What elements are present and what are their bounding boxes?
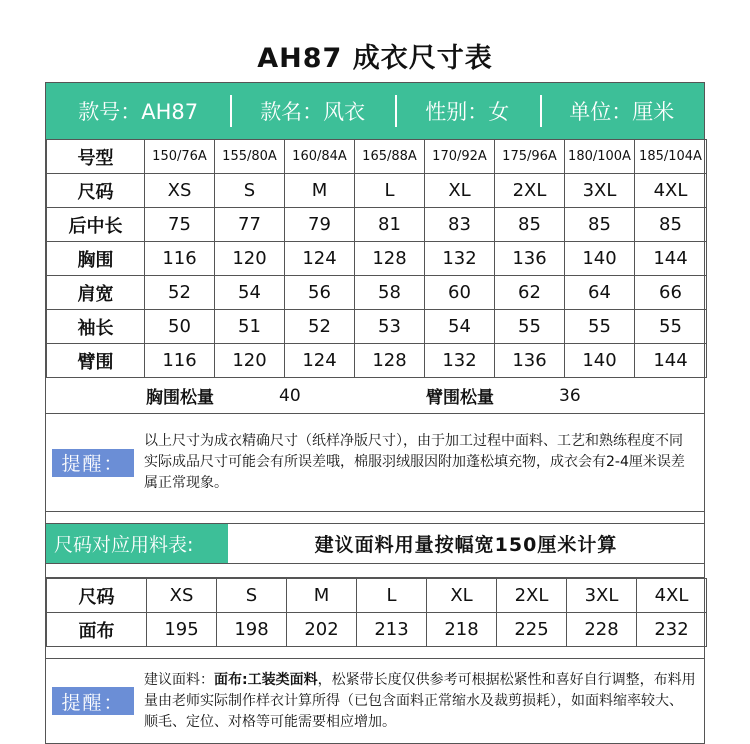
table-cell: 140	[565, 344, 635, 378]
tip-body: ，松紧带长度仅供参考可根据松紧性和喜好自行调整，布料用量由老师实际制作样衣计算所得（已包含面料正常缩水及裁剪损耗），如面料缩率较大、顺毛、定位、对格等可能需要相应增加。	[144, 671, 696, 730]
tip-text: 以上尺寸为成衣精确尺寸（纸样净版尺寸），由于加工过程中面料、工艺和熟练程度不同实际成品尺寸可能会有所误差哦，棉服羽绒服因附加蓬松填充物，成衣会有2-4厘米误差属正常现象。	[144, 433, 685, 491]
table-row	[47, 310, 707, 344]
model-cell: 160/84A	[285, 140, 355, 174]
table-cell: 124	[285, 344, 355, 378]
table-cell: 120	[215, 344, 285, 378]
tip-badge: 提醒：	[52, 449, 134, 477]
section-gap	[46, 564, 704, 578]
model-cell: 175/96A	[495, 140, 565, 174]
table-cell: 202	[287, 613, 357, 647]
table-cell: M	[287, 579, 357, 613]
table-cell: 81	[355, 208, 425, 242]
unit: 单位：厘米	[540, 83, 705, 139]
table-row	[47, 344, 707, 378]
table-cell: 66	[635, 276, 707, 310]
table-cell: 85	[565, 208, 635, 242]
table-cell: 55	[495, 310, 565, 344]
style-number: 款号：AH87	[78, 100, 199, 124]
table-cell: 124	[285, 242, 355, 276]
page-title: AH87 成衣尺寸表	[257, 43, 493, 74]
table-cell: 218	[427, 613, 497, 647]
table-cell: 136	[495, 344, 565, 378]
table-cell: 120	[215, 242, 285, 276]
size-chart	[45, 82, 705, 744]
row-label: 胸围	[47, 242, 145, 276]
fabric-header	[46, 524, 704, 564]
model-cell: 170/92A	[425, 140, 495, 174]
table-cell: 144	[635, 344, 707, 378]
table-row	[47, 242, 707, 276]
chest-ease-value: 40	[279, 385, 301, 406]
table-cell: 54	[425, 310, 495, 344]
table-cell: 4XL	[637, 579, 707, 613]
table-cell: 58	[355, 276, 425, 310]
table-cell: 232	[637, 613, 707, 647]
table-cell: L	[357, 579, 427, 613]
row-label: 尺码	[47, 579, 147, 613]
row-label: 后中长	[47, 208, 145, 242]
table-cell: 128	[355, 242, 425, 276]
table-cell: 3XL	[565, 174, 635, 208]
table-cell: 140	[565, 242, 635, 276]
section-gap	[46, 647, 704, 659]
table-cell: S	[217, 579, 287, 613]
table-cell: 2XL	[497, 579, 567, 613]
table-cell: 53	[355, 310, 425, 344]
table-cell: 132	[425, 344, 495, 378]
fabric-note: 建议面料用量按幅宽150厘米计算	[314, 534, 618, 556]
arm-ease-value: 36	[559, 385, 581, 406]
table-cell: 132	[425, 242, 495, 276]
tip-text	[134, 670, 704, 733]
tip-block-2	[46, 659, 704, 743]
table-cell: 52	[285, 310, 355, 344]
table-cell: 50	[145, 310, 215, 344]
table-cell: 85	[495, 208, 565, 242]
table-cell: 3XL	[567, 579, 637, 613]
table-cell: 52	[145, 276, 215, 310]
header-bar	[46, 83, 704, 139]
table-cell: 51	[215, 310, 285, 344]
table-cell: 54	[215, 276, 285, 310]
table-cell: 60	[425, 276, 495, 310]
table-cell: 225	[497, 613, 567, 647]
table-cell: 56	[285, 276, 355, 310]
table-cell: 55	[565, 310, 635, 344]
row-label: 肩宽	[47, 276, 145, 310]
table-cell: XS	[145, 174, 215, 208]
table-cell: 213	[357, 613, 427, 647]
table-cell: 228	[567, 613, 637, 647]
table-row	[47, 579, 707, 613]
table-cell: 136	[495, 242, 565, 276]
table-cell: 2XL	[495, 174, 565, 208]
table-row	[47, 276, 707, 310]
table-cell: 55	[635, 310, 707, 344]
table-cell: 144	[635, 242, 707, 276]
row-label: 号型	[47, 140, 145, 174]
size-table	[46, 139, 707, 378]
tip-block-1	[46, 414, 704, 512]
row-label: 尺码	[47, 174, 145, 208]
table-cell: 116	[145, 242, 215, 276]
table-row	[47, 174, 707, 208]
table-cell: 64	[565, 276, 635, 310]
table-cell: 79	[285, 208, 355, 242]
table-cell: 62	[495, 276, 565, 310]
table-cell: XL	[427, 579, 497, 613]
arm-ease-label: 臂围松量	[426, 388, 494, 408]
model-row	[47, 140, 707, 174]
table-cell: 75	[145, 208, 215, 242]
tip-bold: 面布:工装类面料	[214, 671, 318, 688]
table-cell: 77	[215, 208, 285, 242]
table-cell: L	[355, 174, 425, 208]
model-cell: 165/88A	[355, 140, 425, 174]
table-cell: S	[215, 174, 285, 208]
tip-badge: 提醒：	[52, 687, 134, 715]
gender: 性别：女	[395, 83, 540, 139]
ease-row	[46, 378, 704, 414]
model-cell: 155/80A	[215, 140, 285, 174]
model-cell: 185/104A	[635, 140, 707, 174]
table-row	[47, 613, 707, 647]
table-cell: 195	[147, 613, 217, 647]
fabric-table-title: 尺码对应用料表:	[46, 524, 228, 563]
row-label: 袖长	[47, 310, 145, 344]
table-cell: M	[285, 174, 355, 208]
table-cell: 85	[635, 208, 707, 242]
table-cell: 128	[355, 344, 425, 378]
table-cell: XL	[425, 174, 495, 208]
table-cell: 83	[425, 208, 495, 242]
fabric-table	[46, 578, 707, 647]
model-cell: 150/76A	[145, 140, 215, 174]
section-gap	[46, 512, 704, 524]
table-cell: 4XL	[635, 174, 707, 208]
table-cell: XS	[147, 579, 217, 613]
table-row	[47, 208, 707, 242]
style-name: 款名：风衣	[230, 83, 395, 139]
table-cell: 116	[145, 344, 215, 378]
chest-ease-label: 胸围松量	[146, 388, 214, 408]
model-cell: 180/100A	[565, 140, 635, 174]
row-label: 臂围	[47, 344, 145, 378]
table-cell: 198	[217, 613, 287, 647]
row-label: 面布	[47, 613, 147, 647]
tip-prefix: 建议面料：	[144, 671, 214, 688]
